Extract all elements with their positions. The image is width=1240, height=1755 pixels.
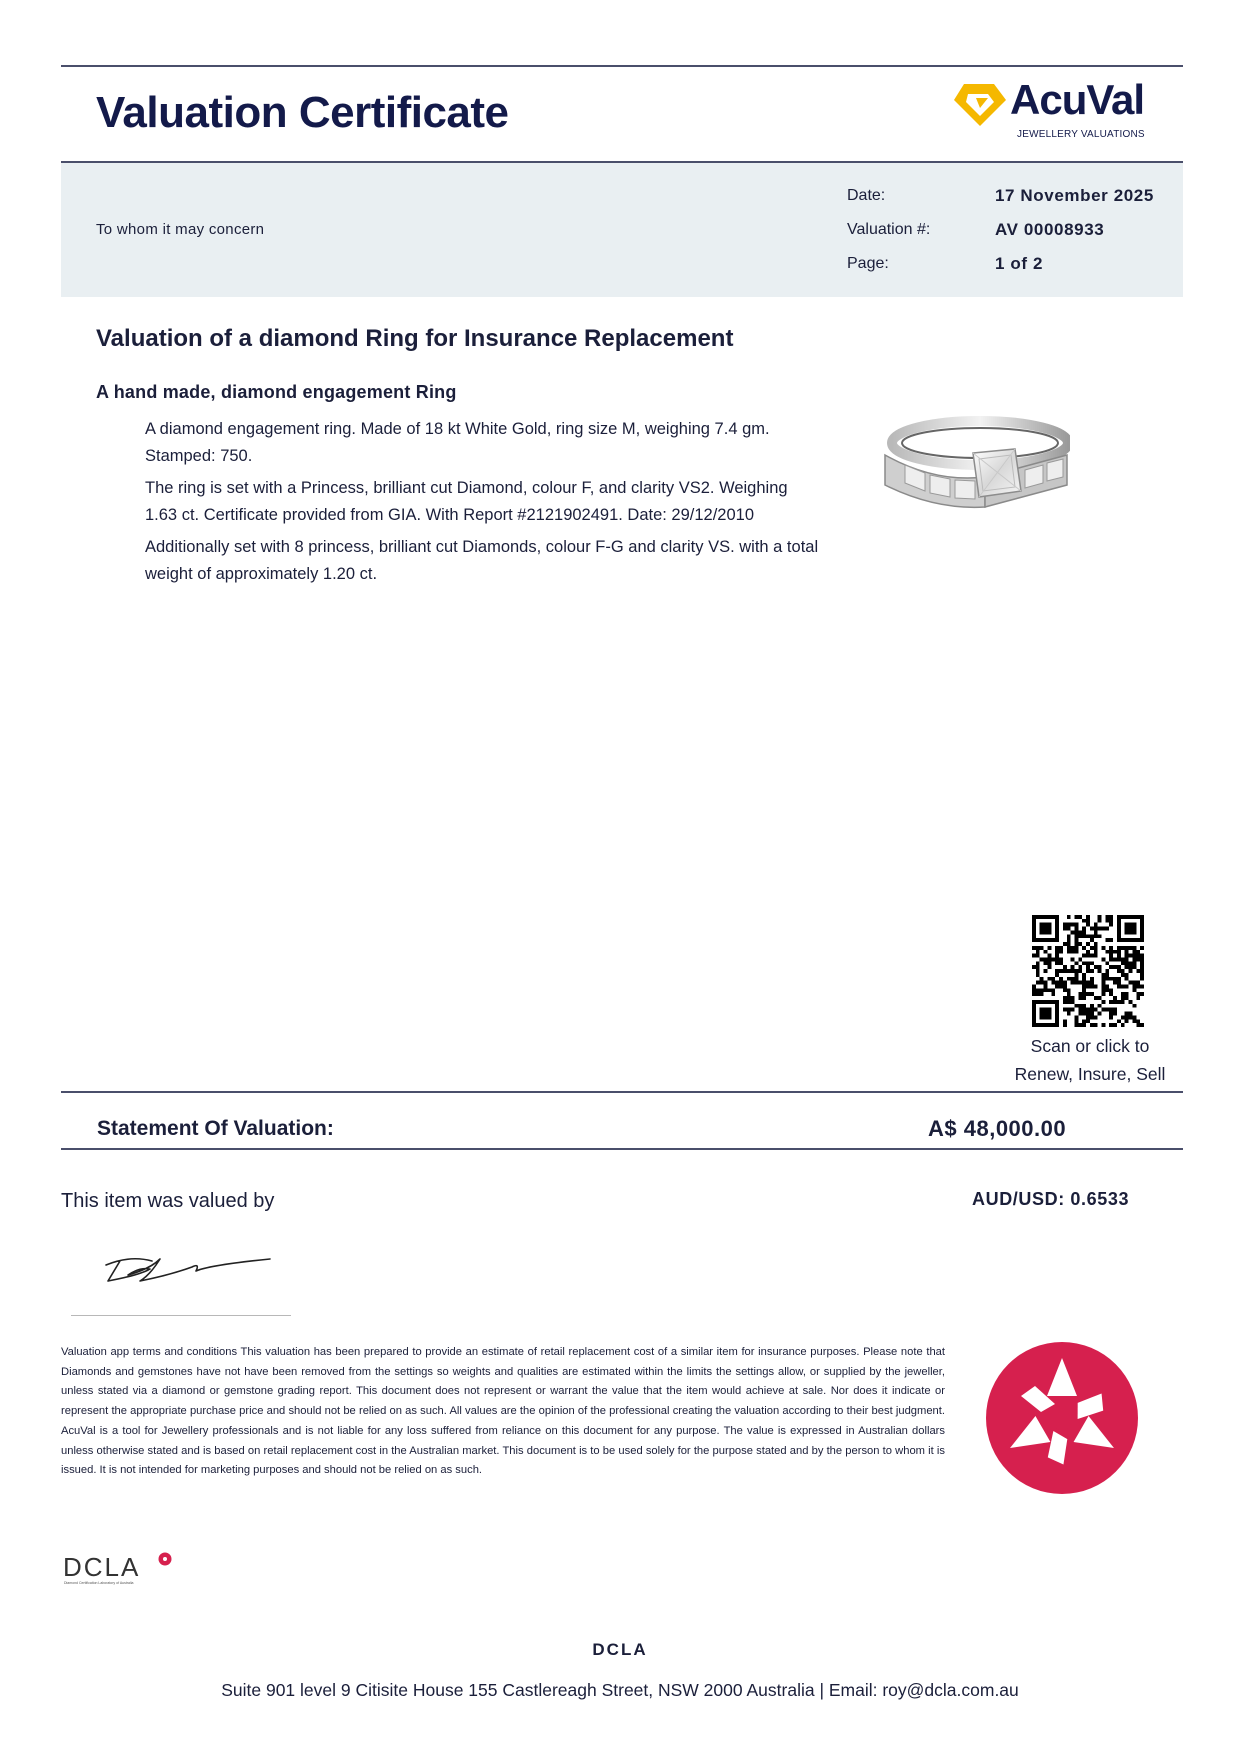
- acuval-logo-tagline: JEWELLERY VALUATIONS: [1017, 129, 1145, 140]
- statement-value: A$ 48,000.00: [928, 1116, 1067, 1141]
- exchange-rate: AUD/USD: 0.6533: [972, 1189, 1130, 1209]
- item-paragraph-3: Additionally set with 8 princess, brilliant cut Diamonds, colour F-G and clarity VS. with a total weight of approximately 1.20 ct.: [145, 538, 819, 583]
- page-label: Page:: [847, 255, 889, 272]
- valued-by-text: This item was valued by: [61, 1190, 275, 1212]
- footer-title: DCLA: [592, 1640, 648, 1659]
- top-rule: [61, 65, 1183, 67]
- page-title: Valuation Certificate: [96, 88, 509, 137]
- valuation-number-value: AV 00008933: [995, 220, 1105, 239]
- statement-label: Statement Of Valuation:: [97, 1117, 334, 1140]
- dcla-logo-text: DCLA: [63, 1552, 141, 1582]
- page-value: 1 of 2: [995, 254, 1044, 273]
- qr-caption-line-1: Scan or click to: [1030, 1036, 1150, 1056]
- qr-code[interactable]: [1032, 915, 1144, 1027]
- item-heading: Valuation of a diamond Ring for Insurance Replacement: [96, 325, 734, 352]
- valuer-signature: [100, 1245, 275, 1287]
- dcla-seal-icon: [985, 1338, 1140, 1498]
- qr-caption-line-2: Renew, Insure, Sell: [1014, 1064, 1166, 1084]
- date-value: 17 November 2025: [995, 186, 1154, 205]
- item-paragraph-1: A diamond engagement ring. Made of 18 kt White Gold, ring size M, weighing 7.4 gm. Stamped: 750.: [145, 420, 770, 465]
- ring-photo: [875, 415, 1070, 540]
- qr-caption: [990, 1032, 1190, 1088]
- dcla-logo: [63, 1552, 173, 1588]
- terms-and-conditions: Valuation app terms and conditions This valuation has been prepared to provide an estimate of retail replacement cost of a similar item for insurance purposes. Please note that Diamonds and gemstones have not have been removed from the settings so weights and qualities are estimated within the limits the settings allow, or supplied by the jeweller, unless stated via a diamond or gemstone grading report. This document does not represent or warrant the value that the item would achieve at sale. Nor does it indicate or represent the appropriate purchase price and should not be relied on as such. All values are the opinion of the professional creating the valuation according to their best judgment. AcuVal is a tool for Jewellery professionals and is not liable for any loss suffered from reliance on this document for any purpose. The value is expressed in Australian dollars unless otherwise stated and is based on retail replacement cost in the Australian market. This document is to be used solely for the purpose stated and by the person to whom it is issued. It is not intended for marketing purposes and should not be relied on as such.: [61, 1346, 945, 1477]
- footer-address: Suite 901 level 9 Citisite House 155 Castlereagh Street, NSW 2000 Australia | Email: roy@dcla.com.au: [221, 1680, 1019, 1700]
- acuval-logo-icon: [950, 80, 1008, 128]
- item-subheading: A hand made, diamond engagement Ring: [96, 382, 457, 402]
- acuval-logo-name: AcuVal: [1010, 76, 1145, 123]
- dcla-logo-subtitle: Diamond Certification Laboratory of Australia: [64, 1581, 134, 1585]
- qr-modules: [1032, 915, 1144, 1027]
- valuation-number-label: Valuation #:: [847, 221, 931, 238]
- acuval-logo: [950, 76, 1165, 146]
- date-label: Date:: [847, 187, 886, 204]
- dcla-logo-flower-icon: [158, 1552, 172, 1566]
- signature-line: [71, 1315, 291, 1316]
- recipient-text: To whom it may concern: [96, 221, 265, 238]
- item-paragraph-2: The ring is set with a Princess, brilliant cut Diamond, colour F, and clarity VS2. Weighing 1.63 ct. Certificate provided from GIA. With Report #2121902491. Date: 29/12/2010: [145, 479, 788, 524]
- statement-top-rule: [61, 1091, 1183, 1093]
- statement-bottom-rule: [61, 1148, 1183, 1150]
